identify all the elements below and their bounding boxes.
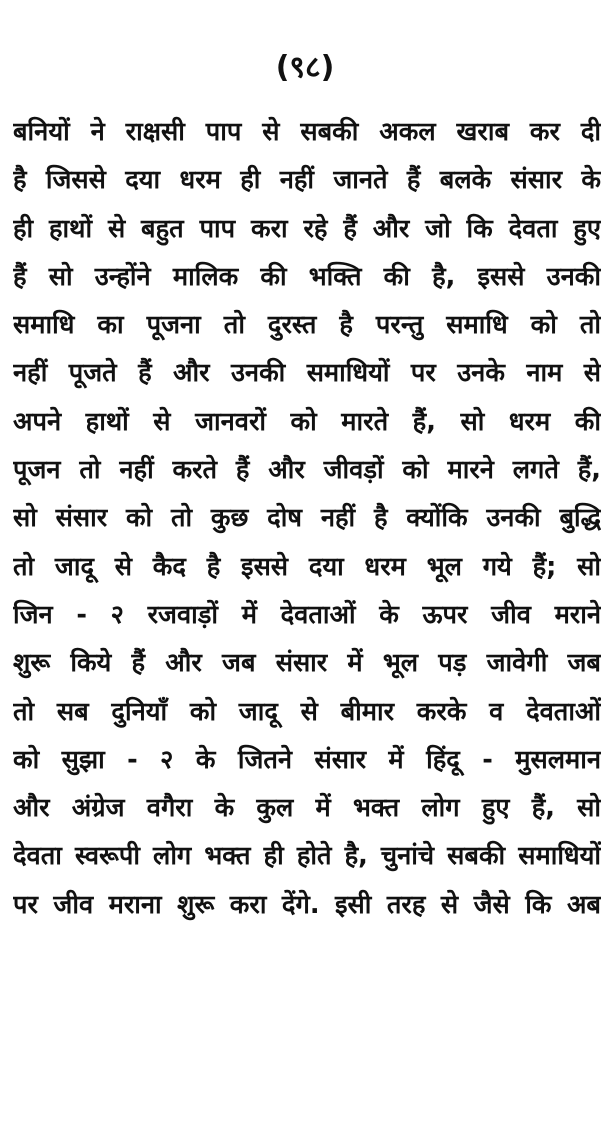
text-line-6: नहीं पूजते हैं और उनकी समाधियों पर उनके नाम से [13, 358, 601, 389]
text-line-16: देवता स्वरूपी लोग भक्त ही होते है, चुनांचे सबकी समाधियों [13, 841, 601, 872]
text-line-17: पर जीव मराना शुरू करा देंगे. इसी तरह से जैसे कि अब [13, 889, 601, 920]
text-line-8: पूजन तो नहीं करते हैं और जीवड़ों को मारने लगते हैं, [13, 455, 601, 486]
text-line-14: को सुझा - २ के जितने संसार में हिंदू - मुसलमान [13, 744, 601, 775]
text-line-7: अपने हाथों से जानवरों को मारते हैं, सो धरम की [13, 406, 601, 437]
text-line-9: सो संसार को तो कुछ दोष नहीं है क्योंकि उनकी बुद्धि [13, 503, 601, 534]
body-text [13, 108, 601, 929]
text-line-2: है जिससे दया धरम ही नहीं जानते हैं बलके संसार के [13, 165, 601, 196]
text-line-11: जिन - २ रजवाड़ों में देवताओं के ऊपर जीव मराने [13, 599, 601, 630]
page-number: (९८) [275, 50, 335, 85]
text-line-15: और अंग्रेज वगैरा के कुल में भक्त लोग हुए हैं, सो [13, 793, 601, 824]
text-line-10: तो जादू से कैद है इससे दया धरम भूल गये हैं; सो [13, 551, 601, 582]
text-line-4: हैं सो उन्होंने मालिक की भक्ति की है, इससे उनकी [13, 261, 601, 292]
text-line-12: शुरू किये हैं और जब संसार में भूल पड़ जावेगी जब [13, 648, 601, 679]
text-line-13: तो सब दुनियाँ को जादू से बीमार करके व देवताओं [13, 696, 601, 727]
text-line-1: बनियों ने राक्षसी पाप से सबकी अकल खराब कर दी [13, 117, 601, 147]
text-line-5: समाधि का पूजना तो दुरस्त है परन्तु समाधि को तो [13, 310, 601, 341]
text-line-3: ही हाथों से बहुत पाप करा रहे हैं और जो कि देवता हुए [13, 213, 601, 244]
